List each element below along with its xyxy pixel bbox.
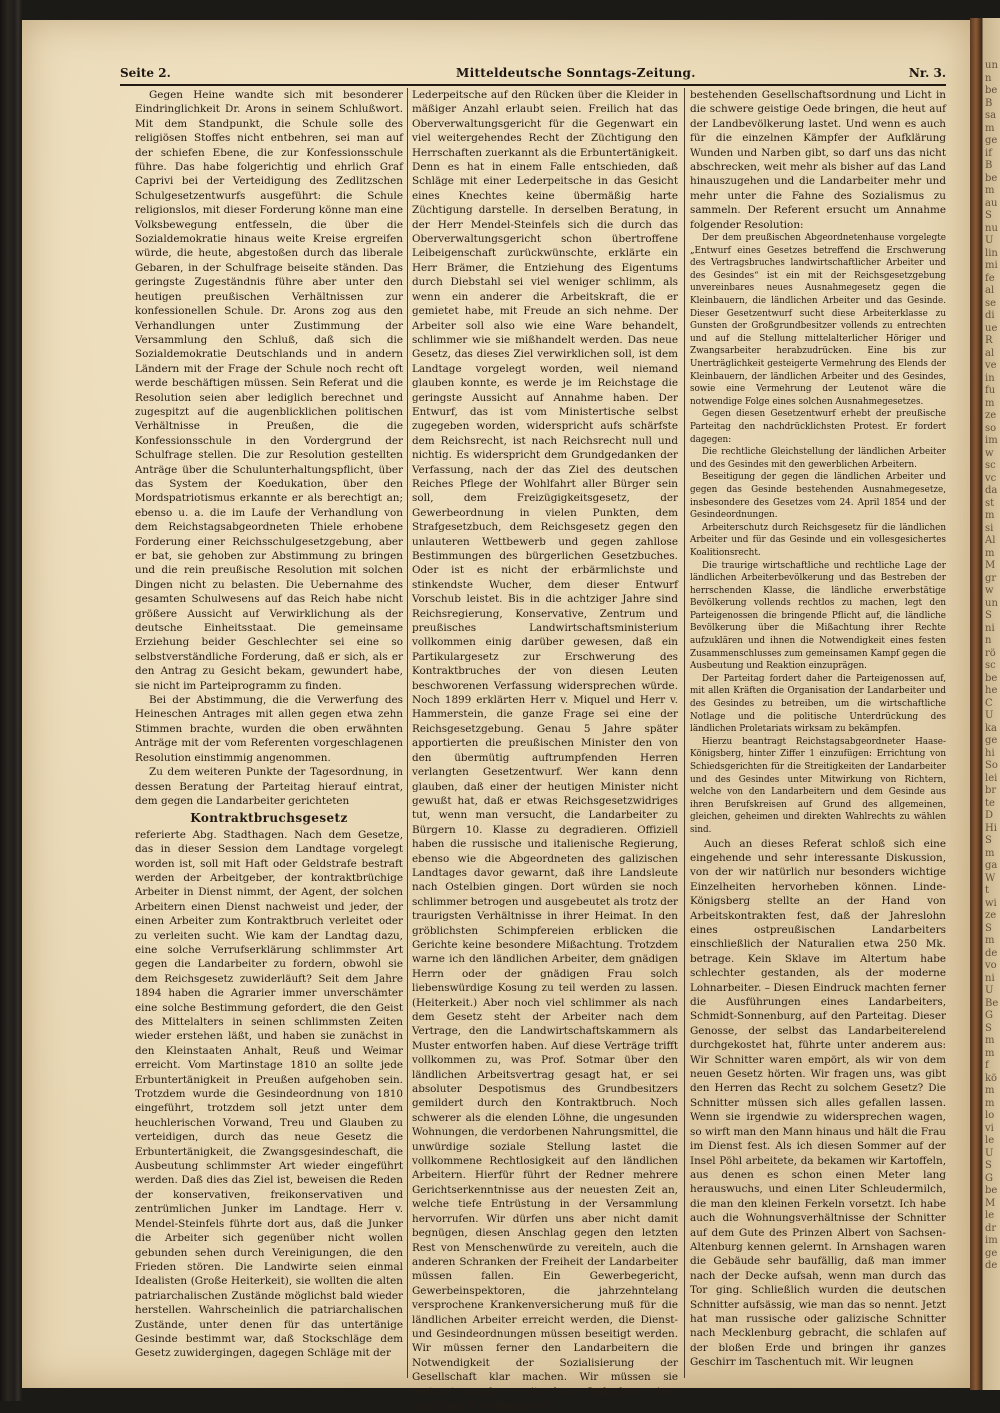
resolution-text — [690, 232, 946, 837]
header-rule — [120, 84, 946, 86]
resolution-paragraph: Der dem preußischen Abgeordnetenhause vorgelegte „Entwurf eines Gesetzes betreffend die Erschwerung des Vertragsbruches landwirtschaftlicher Arbeiter und des Gesindes“ ist ein mit der Reichsgesetzgebung unvereinbares neues Ausnahmegesetz gegen die Kleinbauern, die ländlichen Arbeiter und das Gesinde. Dieser Gesetzentwurf sucht diese Arbeiterklasse zu Gunsten der Großgrundbesitzer vollends zu entrechten und auf die Stellung mittelalterlicher Höriger und Zwangsarbeiter herabzudrücken. Eine bis zur Unerträglichkeit gesteigerte Vermehrung des Elends der Kleinbauern, der ländlichen Arbeiter und des Gesindes, sowie eine Vermehrung der Leutenot wäre die notwendige Folge eines solchen Ausnahmegesetzes. — [690, 233, 946, 407]
issue-number: Nr. 3. — [908, 66, 946, 80]
paragraph: Bei der Abstimmung, die die Verwerfung des Heineschen Antrages mit allen gegen etwa zehn Stimmen brachte, wurden die oben erwähnten Anträge mit der vom Referenten vorgeschlagenen Resolution einstimmig angenommen. — [135, 694, 403, 764]
resolution-paragraph: Die traurige wirtschaftliche und rechtliche Lage der ländlichen Arbeiterbevölkerung und das Bestreben der herrschenden Klasse, die ländliche erwerbstätige Bevölkerung vollends rechtlos zu machen, legt den Parteigenossen die bringende Pflicht auf, die ländliche Bevölkerung über die Mißachtung ihrer Rechte aufzuklären und ihnen die Notwendigkeit eines festen Zusammenschlusses zum gemeinsamen Kampf gegen die Ausbeutung und Reaktion einzuprägen. — [690, 560, 946, 672]
resolution-paragraph: Beseitigung der gegen die ländlichen Arbeiter und gegen das Gesinde bestehenden Ausnahmegesetze, insbesondere des Gesetzes vom 24. April 1854 und der Gesindeordnungen. — [690, 472, 946, 521]
paragraph: Gegen Heine wandte sich mit besonderer Eindringlichkeit Dr. Arons in seinem Schlußwort. Mit dem Standpunkt, die Schule solle des religiösen Stoffes nicht entbehren, sei man auf der schiefen Ebene, die zur Konfessionsschule führe. Das habe folgerichtig und ehrlich Graf Caprivi bei der Verteidigung des Zedlitzschen Schulgesetzentwurfs ausgeführt: die Schule religionslos, mit dieser Forderung könne man eine Volksbewegung entfesseln, die über die Sozialdemokratie hinaus weite Kreise ergreifen würde, die heute, abgestoßen durch das liberale Gebaren, in der Schulfrage beiseite ständen. Das geringste Zugeständnis führe aber unter den heutigen preußischen Verhältnissen zur konfessionellen Schule. Dr. Arons zog aus den Verhandlungen unter Zustimmung der Versammlung den Schluß, daß sich die Sozialdemokratie Deutschlands und in andern Ländern mit der Frage der Schule noch recht oft werde beschäftigen müssen. Sein Referat und die Resolution seien aber lediglich berechnet und zugespitzt auf die augenblicklichen politischen Verhältnisse in Preußen, die die Konfessionsschule in den Vordergrund der Schulfrage stellen. Die zur Resolution gestellten Anträge über die Schulunterhaltungspflicht, über das System der Koedukation, über den Mordspatriotismus erkannte er als berechtigt an; ebenso u. a. die im Laufe der Verhandlung von dem Reichstagsabgeordneten Thiele erhobene Forderung einer Reichsschulgesetzgebung, aber er bat, sie gehoben zur Abstimmung zu bringen und die rein preußische Resolution mit solchen Dingen nicht zu belasten. Die Uebernahme des gesamten Schulwesens auf das Reich habe nicht größere Aussicht auf Verwirklichung als der deutsche Einheitsstaat. Die gemeinsame Erziehung beider Geschlechter sei eine so selbstverständliche Forderung, daß er sich, als er den Antrag zu Gesicht bekam, gewundert habe, sie nicht im Parteiprogramm zu finden. — [135, 89, 403, 692]
resolution-paragraph: Gegen diesen Gesetzentwurf erhebt der preußische Parteitag den nachdrücklichsten Protest. Er fordert dagegen: — [690, 409, 946, 445]
adjacent-page-fragment: un n be B sa m ge if B be m au S nu U lin mi fe al se di ue R al ve in fu m ze so im w sc vc da st m si Al m M gr w un S ni n rö sc be he C U ka ge hi So lei br te D Hi S m ga W t wi ze S m de vo ni U Be G S m m f kö m m lo vi le U S G be M le dr im ge de — [985, 60, 999, 1271]
page-header — [120, 64, 946, 84]
article-column-3 — [690, 88, 946, 1378]
paragraph: Lederpeitsche auf den Rücken über die Kleider in mäßiger Anzahl erlaubt seien. Freilich hat das Oberverwaltungsgericht für die Gegenwart ein viel weitergehendes Recht der Züchtigung den Herrschaften zuerkannt als die Erbuntertänigkeit. Denn es hat in einem Falle entschieden, daß Schläge mit einer Lederpeitsche in das Gesicht eines Knechtes keine übermäßig harte Züchtigung darstelle. In derselben Beratung, in der Herr Mendel-Steinfels sich die durch das Oberverwaltungsgericht schon übertroffene Leibeigenschaft zurückwünschte, erklärte ein Herr Brämer, die Entziehung des Eigentums durch Diebstahl sei viel weniger schlimm, als wenn ein anderer die Arbeitskraft, die er gemietet habe, mit Freude an sich nehme. Der Arbeiter soll also wie eine Ware behandelt, schlimmer wie sie mißhandelt werden. Das neue Gesetz, das dieses Ziel verwirklichen soll, ist dem Landtage vorgelegt worden, weil niemand glauben konnte, es werde je im Reichstage die geringste Aussicht auf Annahme haben. Der Entwurf, das ist vom Ministertische selbst zugegeben worden, widerspricht aufs schärfste dem Reichsrecht, ist nach Reichsrecht null und nichtig. Es widerspricht dem Grundgedanken der Verfassung, nach der das Ziel des deutschen Reiches Pflege der Wohlfahrt aller Bürger sein soll, dem Freizügigkeitsgesetz, der Gewerbeordnung in vielen Punkten, dem Strafgesetzbuch, dem Reichsgesetz gegen den unlauteren Wettbewerb und gegen zahllose Bestimmungen des bürgerlichen Gesetzbuches. Oder ist es nicht der erbärmlichste und stinkendste Wucher, dem dieser Entwurf Vorschub leistet. Bis in die achtziger Jahre sind Reichsregierung, Konservative, Zentrum und preußisches Landwirtschaftsministerium vollkommen einig darüber gewesen, daß ein Partikulargesetz zur Erschwerung des Kontraktbruches der von diesen Leuten beschworenen Verfassung widersprechen würde. Noch 1899 erklärten Herr v. Miquel und Herr v. Hammerstein, die ganze Frage sei eine der Reichsgesetzgebung. Genau 5 Jahre später apportierten die preußischen Minister den von den übermütig auftrumpfenden Herren verlangten Gesetzentwurf. Wer kann denn glauben, daß einer der heutigen Minister nicht gewußt hat, daß er etwas Reichsgesetzwidriges tut, wenn man versucht, die Landarbeiter zu Bürgern 10. Klasse zu degradieren. Offiziell haben die russische und italienische Regierung, ebenso wie die Abgeordneten des galizischen Landtages davor gewarnt, daß ihre Landsleute nach Ostelbien gingen. Dort würden sie noch schlimmer betrogen und ausgebeutet als trotz der traurigsten Verhältnisse in ihrer Heimat. In den gröblichsten Schimpfereien erblicken die Gerichte keine besondere Mißachtung. Trotzdem warne ich den ländlichen Arbeiter, dem gnädigen Herrn oder der gnädigen Frau solch liebenswürdige Kosung zu teil werden zu lassen. (Heiterkeit.) Aber noch viel schlimmer als nach dem Gesetz steht der Arbeiter nach dem Vertrage, den die Landwirtschaftskammern als Muster entworfen haben. Auf diese Verträge trifft vollkommen zu, was Prof. Sotmar über den ländlichen Arbeitsvertrag gesagt hat, er sei absoluter Despotismus des Grundbesitzers gemildert durch den Kontraktbruch. Noch schwerer als die elenden Löhne, die ungesunden Wohnungen, die verdorbenen Nahrungsmittel, die unwürdige soziale Stellung lastet die vollkommene Rechtlosigkeit auf den ländlichen Arbeitern. Hierfür führt der Redner mehrere Gerichtserkenntnisse aus der neuesten Zeit an, welche tiefe Entrüstung in der Versammlung hervorrufen. Wir dürfen uns aber nicht damit begnügen, diesen Anschlag gegen den letzten Rest von Menschenwürde zu vereiteln, auch die anderen Schranken der Freiheit der Landarbeiter müssen fallen. Ein Gewerbegericht, Gewerbeinspektoren, die jahrzehntelang versprochene Krankenversicherung muß für die ländlichen Arbeiter erreicht werden, die Dienst- und Gesindeordnungen müssen beseitigt werden. Wir müssen ferner den Landarbeitern die Notwendigkeit der Sozialisierung der Gesellschaft klar machen. Wir müssen sie vertraut machen mit dem Gedanken einer endlichen Beseitigung der — [412, 89, 678, 1412]
paragraph: referierte Abg. Stadthagen. Nach dem Gesetze, das in dieser Session dem Landtage vorgelegt worden ist, soll mit Haft oder Geldstrafe bestraft werden der Arbeitgeber, der kontraktbrüchige Arbeiter in Dienst nimmt, der Agent, der solchen Arbeitern einen Dienst nachweist und jeder, der einen Arbeiter zum Kontraktbruch verleitet oder zu verleiten sucht. Wie kam der Landtag dazu, eine solche Verrufserklärung schlimmster Art gegen die Landarbeiter zu fordern, obwohl sie dem Reichsgesetz zuwiderläuft? Seit dem Jahre 1894 haben die Agrarier immer unverschämter eine solche Bestimmung gefordert, die den Geist des Mittelalters in seinen schlimmsten Zeiten wieder erstehen läßt, und haben sie zunächst in den Kleinstaaten Anhalt, Reuß und Weimar erreicht. Vom Martinstage 1810 an sollte jede Erbuntertänigkeit in Preußen aufgehoben sein. Trotzdem wurde die Gesindeordnung von 1810 eingeführt, trotzdem soll jetzt unter dem heuchlerischen Vorwand, Treu und Glauben zu verteidigen, durch das neue Gesetz die Erbuntertänigkeit, die Zwangsgesindeschaft, die Ausbeutung schlimmster Art wieder eingeführt werden. Daß dies das Ziel ist, beweisen die Reden der konservativen, freikonservativen und zentrümlichen Junker im Landtage. Herr v. Mendel-Steinfels führte dort aus, daß die Junker die Arbeiter sich gegenüber nicht wollen gebunden sehen durch Vereinigungen, die den Frieden stören. Die Landwirte seien einmal Idealisten (Große Heiterkeit), sie wollten die alten patriarchalischen Zustände möglichst bald wieder herstellen. Wahrscheinlich die patriarchalischen Zustände, unter denen für das untertänige Gesinde bestimmt war, daß Stockschläge dem Gesetz zuwidergingen, dagegen Schläge mit der — [135, 828, 403, 1360]
article-column-2 — [412, 88, 678, 1412]
paragraph: Auch an dieses Referat schloß sich eine eingehende und sehr interessante Diskussion, von der wir natürlich nur besonders wichtige Einzelheiten hervorheben können. Linde-Königsberg stellte an der Hand von Arbeitskontrakten fest, daß der Jahreslohn eines ostpreußischen Landarbeiters einschließlich der Naturalien etwa 250 Mk. betrage. Kein Sklave im Altertum habe schlechter gestanden, als der moderne Lohnarbeiter. – Diesen Eindruck machten ferner die Ausführungen eines Landarbeiters, Schmidt-Sonnenburg, auf den Parteitag. Dieser Genosse, der selbst das Landarbeiterelend durchgekostet hat, führte unter anderem aus: Wir Schnitter waren empört, als wir von dem neuen Gesetz hörten. Wir fragen uns, was gibt den Herren das Recht zu solchem Gesetz? Die Schnitter müssen sich alles gefallen lassen. Wenn sie irgendwie zu widersprechen wagen, so wirft man den Mann hinaus und hält die Frau im Dienst fest. Als ich diesen Sommer auf der Insel Pöhl arbeitete, da bekamen wir Kartoffeln, aus denen es schon einen Meter lang herauswuchs, und einen Liter Schleudermilch, die man den kleinen Ferkeln vorsetzt. Ich habe auch die Wohnungsverhältnisse der Schnitter auf dem Gute des Prinzen Albert von Sachsen-Altenburg kennen gelernt. In Arnshagen waren die Gebäude sehr baufällig, daß man immer nach der Decke aufsah, wenn man durch das Tor ging. Schließlich wurden die deutschen Schnitter aufsässig, wie man das so nennt. Jetzt hat man russische oder galizische Schnitter nach Mecklenburg gebracht, die schlafen auf der bloßen Erde und bringen ihr ganzes Geschirr im Taschentuch mit. Wir leugnen — [690, 837, 946, 1369]
newspaper-title: Mitteldeutsche Sonntags-Zeitung. — [456, 66, 696, 80]
section-heading: Kontraktbruchsgesetz — [190, 811, 348, 826]
paragraph: Zu dem weiteren Punkte der Tagesordnung, in dessen Beratung der Parteitag hierauf eintrat, dem gegen die Landarbeiter gerichteten — [135, 766, 403, 807]
resolution-paragraph: Hierzu beantragt Reichstagsabgeordneter Haase-Königsberg, hinter Ziffer 1 einzufügen: Errichtung von Schiedsgerichten für die Streitigkeiten der Landarbeiter und des Gesindes unter Mitwirkung von Richtern, welche von den Landarbeitern und dem Gesinde aus ihren Berufskreisen auf Grund des allgemeinen, gleichen, geheimen und direkten Wahlrechts zu wählen sind. — [690, 736, 946, 835]
column-divider-2 — [684, 88, 685, 1378]
paragraph: bestehenden Gesellschaftsordnung und Licht in die schwere geistige Oede bringen, die heut auf der Landbevölkerung lastet. Und wenn es auch für die einzelnen Kämpfer der Aufklärung Wunden und Narben gibt, so darf uns das nicht abschrecken, weit mehr als bisher auf das Land hinauszugehen und die Landarbeiter mehr und mehr unter die Fahne des Sozialismus zu sammeln. Der Referent ersucht um Annahme folgender Resolution: — [690, 89, 946, 231]
article-column-1 — [135, 88, 403, 1378]
resolution-paragraph: Der Parteitag fordert daher die Parteigenossen auf, mit allen Kräften die Organisation der Landarbeiter und des Gesindes zu betreiben, um die wirtschaftliche Notlage und die politische Unterdrückung des ländlichen Proletariats wirksam zu bekämpfen. — [690, 673, 946, 735]
resolution-paragraph: Arbeiterschutz durch Reichsgesetz für die ländlichen Arbeiter und für das Gesinde und ein vollesgesichertes Koalitionsrecht. — [690, 522, 946, 558]
column-divider-1 — [407, 88, 408, 1378]
page-number-label: Seite 2. — [120, 66, 171, 80]
resolution-paragraph: Die rechtliche Gleichstellung der ländlichen Arbeiter und des Gesindes mit den gewerblichen Arbeitern. — [690, 447, 946, 470]
